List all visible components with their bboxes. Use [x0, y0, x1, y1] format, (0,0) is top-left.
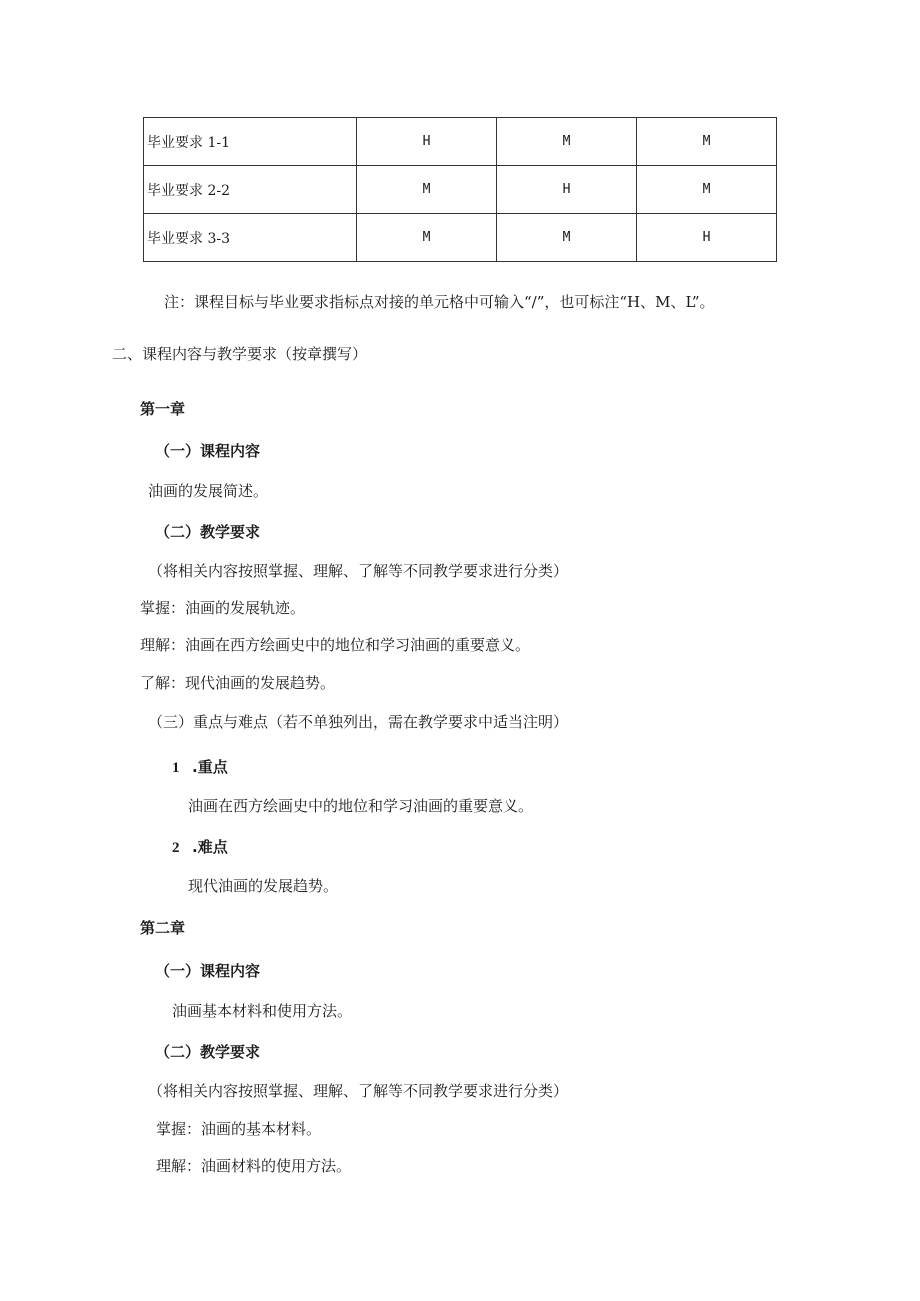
- chapter-1-master: 掌握：油画的发展轨迹。: [140, 599, 306, 617]
- chapter-2-requirements-note: （将相关内容按照掌握、理解、了解等不同教学要求进行分类）: [148, 1082, 569, 1100]
- chapter-1-title: 第一章: [140, 400, 186, 418]
- chapter-1-requirements-heading: （二）教学要求: [155, 523, 261, 541]
- chapter-1-key-point-text: 油画在西方绘画史中的地位和学习油画的重要意义。: [188, 797, 534, 815]
- chapter-2-requirements-heading: （二）教学要求: [155, 1043, 261, 1061]
- list-number: 2: [172, 840, 180, 856]
- difficulty-label: .难点: [192, 838, 228, 856]
- table-cell: M: [357, 214, 497, 262]
- table-row: [144, 118, 777, 166]
- table-cell: H: [357, 118, 497, 166]
- section-title: 二、课程内容与教学要求（按章撰写）: [112, 345, 368, 363]
- list-number: 1: [172, 760, 180, 776]
- chapter-2-master: 掌握：油画的基本材料。: [156, 1120, 322, 1138]
- table-note: 注：课程目标与毕业要求指标点对接的单元格中可输入“/”，也可标注“H、M、L”。: [164, 293, 715, 311]
- chapter-1-key-heading: （三）重点与难点（若不单独列出，需在教学要求中适当注明）: [148, 713, 569, 731]
- chapter-2-understand: 理解：油画材料的使用方法。: [156, 1157, 352, 1175]
- row-label: 毕业要求 1-1: [144, 118, 357, 166]
- chapter-2-title: 第二章: [140, 919, 186, 937]
- chapter-1-content-text: 油画的发展简述。: [148, 482, 269, 500]
- chapter-2-content-text: 油画基本材料和使用方法。: [172, 1002, 353, 1020]
- table-cell: H: [497, 166, 637, 214]
- table-row: [144, 166, 777, 214]
- table-row: [144, 214, 777, 262]
- table-cell: M: [637, 166, 777, 214]
- row-label: 毕业要求 3-3: [144, 214, 357, 262]
- table-cell: M: [497, 118, 637, 166]
- table-cell: M: [357, 166, 497, 214]
- row-label: 毕业要求 2-2: [144, 166, 357, 214]
- key-point-label: .重点: [192, 758, 228, 776]
- chapter-1-difficulty-text: 现代油画的发展趋势。: [188, 877, 339, 895]
- chapter-1-know: 了解：现代油画的发展趋势。: [140, 674, 336, 692]
- chapter-1-content-heading: （一）课程内容: [155, 442, 261, 460]
- chapter-1-difficulty-heading: [172, 837, 228, 858]
- chapter-1-key-point-heading: [172, 757, 228, 778]
- table-cell: H: [637, 214, 777, 262]
- chapter-1-understand: 理解：油画在西方绘画史中的地位和学习油画的重要意义。: [140, 636, 531, 654]
- chapter-1-requirements-note: （将相关内容按照掌握、理解、了解等不同教学要求进行分类）: [148, 562, 569, 580]
- objectives-requirements-table: [143, 117, 777, 262]
- table-cell: M: [637, 118, 777, 166]
- table-cell: M: [497, 214, 637, 262]
- chapter-2-content-heading: （一）课程内容: [155, 962, 261, 980]
